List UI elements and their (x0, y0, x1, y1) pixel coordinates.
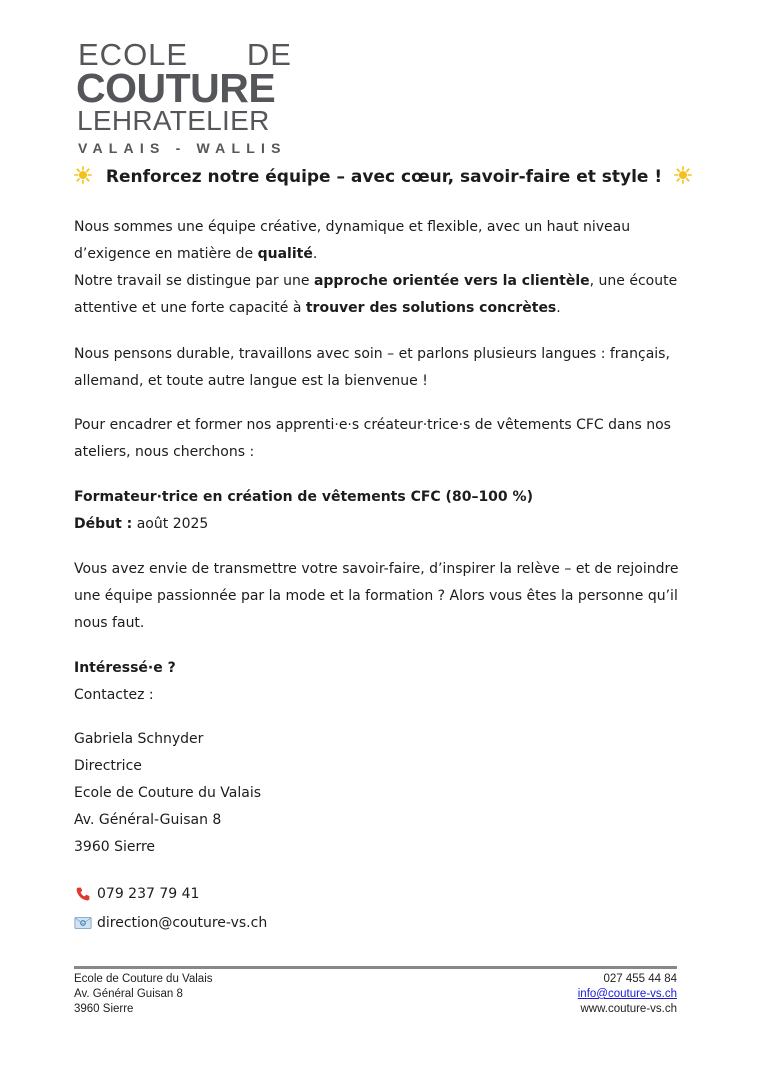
school-logo (76, 37, 292, 159)
logo-line-4: VALAIS - WALLIS (78, 140, 287, 156)
contact-org: Ecole de Couture du Valais (74, 785, 262, 801)
envelope-icon (74, 915, 92, 931)
footer-contact (578, 972, 677, 1017)
footer-divider (74, 966, 677, 969)
footer-website[interactable]: www.couture-vs.ch (580, 1003, 677, 1015)
footer-email-link[interactable]: info@couture-vs.ch (577, 988, 677, 1000)
contact-city: 3960 Sierre (74, 839, 156, 855)
sun-icon (74, 166, 92, 184)
logo-line-1: ECOLE DE (78, 37, 292, 72)
logo-line-2: COUTURE (76, 65, 276, 111)
invite-paragraph: Vous avez envie de transmettre votre savoir-faire, d’inspirer la relève – et de rejoindre une équipe passionnée par la mode et la formation ? Alors vous êtes la personne qu’il nous faut. (74, 561, 679, 631)
headline (74, 166, 692, 187)
start-date: Début : août 2025 (74, 516, 209, 532)
contact-block (74, 655, 704, 861)
footer-address: Ecole de Couture du Valais Av. Général Guisan 8 3960 Sierre (74, 973, 213, 1015)
contact-street: Av. Général-Guisan 8 (74, 812, 222, 828)
sun-icon (674, 166, 692, 184)
phone-line (74, 886, 199, 902)
search-paragraph: Pour encadrer et former nos apprenti·e·s créateur·trice·s de vêtements CFC dans nos ateliers, nous cherchons : (74, 417, 671, 460)
position-block (74, 484, 704, 538)
contact-heading: Intéressé·e ? (74, 660, 176, 676)
footer-phone: 027 455 44 84 (603, 973, 677, 985)
contact-name: Gabriela Schnyder (74, 731, 204, 747)
email-line (74, 915, 267, 931)
phone-number[interactable]: 079 237 79 41 (97, 886, 200, 902)
position-title: Formateur·trice en création de vêtements CFC (80–100 %) (74, 489, 533, 505)
contact-role: Directrice (74, 758, 142, 774)
intro-paragraph: Nous sommes une équipe créative, dynamique et flexible, avec un haut niveau d’exigence en matière de qualité. Notre travail se distingue par une approche orientée vers la clientèle, une écoute attentive et une forte capacité à trouver des solutions concrètes. (74, 219, 678, 316)
logo-line-3: LEHRATELIER (77, 105, 270, 136)
contact-prompt: Contactez : (74, 687, 154, 703)
email-address[interactable]: direction@couture-vs.ch (97, 915, 268, 931)
phone-icon (74, 886, 92, 902)
headline-text: Renforcez notre équipe – avec cœur, savoir-faire et style ! (105, 167, 663, 187)
values-paragraph: Nous pensons durable, travaillons avec soin – et parlons plusieurs langues : français, allemand, et toute autre langue est la bienvenue ! (74, 346, 670, 389)
